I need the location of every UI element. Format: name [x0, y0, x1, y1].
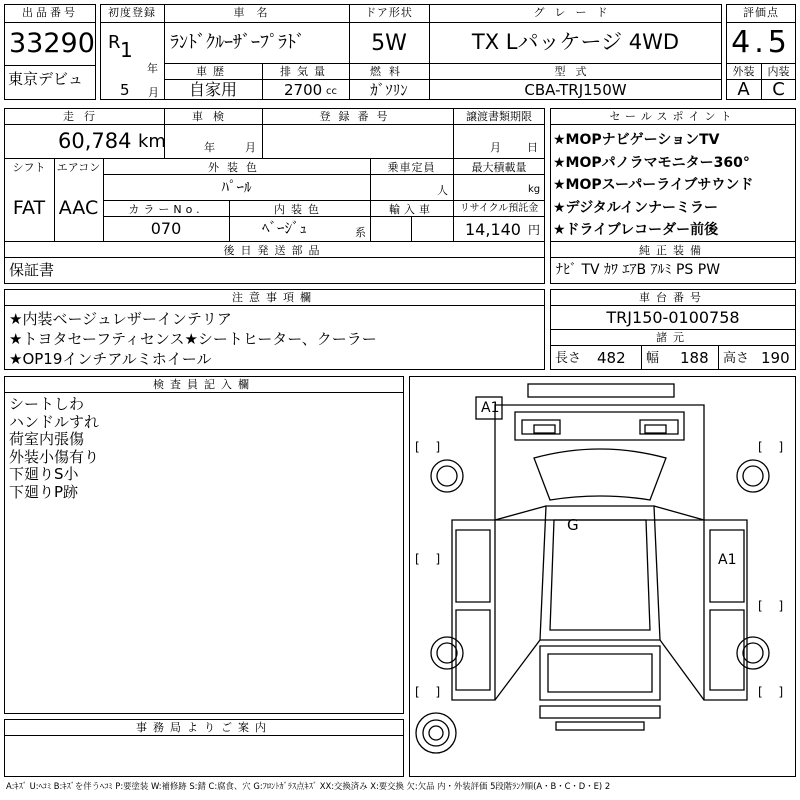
bracket-6: [ ] — [758, 685, 790, 699]
mileage-unit: km — [138, 131, 166, 152]
fuel: ｶﾞｿﾘﾝ — [370, 81, 408, 99]
era-year: 1 — [120, 38, 133, 62]
score-label: 評価点 — [743, 6, 779, 19]
sales-point-item: ★MOPパノラマモニター360° — [553, 154, 750, 171]
load-label: 最大積載量 — [471, 161, 527, 174]
displacement-unit: cc — [326, 86, 337, 97]
model-label: 型式 — [554, 65, 597, 78]
car-diagram — [409, 376, 796, 777]
note-line: ★トヨタセーフティセンス★シートヒーター、クーラー — [9, 330, 377, 348]
int-color-unit: 系 — [355, 226, 366, 239]
capacity-unit: 人 — [437, 184, 448, 197]
note-line: ★内装ベージュレザーインテリア — [9, 310, 232, 328]
inspector-note: 下廻りS小 — [9, 465, 79, 483]
equipment-label: 純正装備 — [639, 244, 707, 257]
office-label: 事務局よりご案内 — [136, 721, 272, 734]
sales-point-item: ★MOPナビゲーションTV — [553, 132, 720, 148]
sales-points-label: セールスポイント — [609, 110, 737, 123]
bracket-1: [ ] — [415, 440, 447, 454]
chassis-no: TRJ150-0100758 — [606, 308, 740, 327]
equipment: ﾅﾋﾞ TV ｶﾜ ｴｱB ｱﾙﾐ PS PW — [556, 262, 721, 278]
car-name-label: 車名 — [233, 6, 280, 19]
grade-label: グレード — [533, 6, 618, 19]
bracket-2: [ ] — [758, 440, 790, 454]
interior-label: 内装 — [767, 65, 790, 78]
month: 5 — [120, 81, 130, 99]
recycle-unit: 円 — [528, 223, 541, 237]
venue: 東京デビュ — [8, 70, 84, 88]
bracket-4: [ ] — [758, 599, 790, 613]
year-unit: 年 — [147, 62, 158, 75]
fuel-label: 燃料 — [370, 65, 408, 78]
height-label: 高さ — [723, 351, 750, 366]
inspector-note: シートしわ — [9, 395, 85, 413]
width-label: 幅 — [646, 351, 660, 366]
note-line: ★OP19インチアルミホイール — [9, 350, 212, 368]
dims-label: 諸元 — [656, 331, 690, 344]
sales-point-item: ★ドライブレコーダー前後 — [553, 222, 719, 238]
bracket-5: [ ] — [415, 685, 447, 699]
legend: A:ｷｽﾞ U:ﾍｺﾐ B:ｷｽﾞを伴うﾍｺﾐ P:要塗装 W:補修跡 S:錆 C:腐食、穴 G:ﾌﾛﾝﾄｶﾞﾗｽ点ｷｽﾞ XX:交換済み X:要交換 欠:欠品 内・外装評価 5段階ﾗﾝｸ順(A・B・C・D・E) 2 — [6, 781, 611, 791]
inspector-label: 検査員記入欄 — [153, 378, 255, 391]
color-no: 070 — [150, 219, 182, 238]
lot-no: 33290 — [9, 28, 95, 59]
displacement: 2700 — [284, 81, 323, 99]
inspector-note: 外装小傷有り — [9, 447, 100, 466]
shift-label: シフト — [12, 161, 46, 174]
door: 5W — [371, 31, 407, 56]
reg-no-label: 登録番号 — [319, 110, 396, 123]
inspector-notes — [9, 396, 399, 501]
width: 188 — [680, 349, 709, 367]
sales-point-item: ★デジタルインナーミラー — [553, 199, 719, 216]
aircon-label: エアコン — [56, 161, 101, 174]
damage-mark-front: A1 — [481, 400, 500, 416]
inspector-note: 下廻りP跡 — [9, 482, 79, 501]
car-name: ﾗﾝﾄﾞｸﾙｰｻﾞｰﾌﾟﾗﾄﾞ — [170, 32, 305, 53]
damage-mark-windshield: G — [567, 516, 579, 534]
era: R — [108, 32, 121, 53]
inspection-month-unit: 月 — [245, 141, 256, 154]
int-color: ﾍﾞｰｼﾞｭ — [262, 219, 308, 237]
color-no-label: カラーNo. — [128, 203, 204, 216]
capacity-label: 乗車定員 — [387, 161, 436, 174]
later-parts-label: 後日発送部品 — [223, 244, 326, 257]
length: 482 — [597, 349, 626, 367]
notes-label: 注意事項欄 — [232, 291, 317, 304]
interior-grade: C — [772, 79, 785, 100]
later-parts: 保証書 — [9, 261, 55, 279]
recycle: 14,140 — [465, 220, 521, 239]
notes-list — [9, 309, 539, 369]
exterior-label: 外装 — [732, 65, 755, 78]
transfer-label: 譲渡書類期限 — [466, 110, 532, 123]
exterior-grade: A — [737, 79, 750, 100]
import-label: 輸入車 — [389, 203, 434, 216]
ext-color: ﾊﾟｰﾙ — [221, 178, 252, 196]
grade: TX Lパッケージ 4WD — [471, 30, 680, 54]
int-color-label: 内装色 — [274, 203, 325, 216]
lot-no-label: 出品番号 — [22, 6, 78, 19]
transfer-day-unit: 日 — [527, 141, 538, 154]
length-label: 長さ — [555, 351, 582, 366]
sales-points-list — [553, 129, 795, 242]
shift: FAT — [12, 197, 46, 219]
model: CBA-TRJ150W — [524, 81, 627, 99]
sales-point-item: ★MOPスーパーライブサウンド — [553, 177, 754, 193]
bracket-3: [ ] — [415, 552, 447, 566]
score: 4.5 — [731, 25, 791, 60]
chassis-label: 車台番号 — [639, 291, 707, 304]
displacement-label: 排気量 — [280, 65, 331, 78]
ext-color-label: 外装色 — [208, 161, 265, 174]
height: 190 — [761, 349, 790, 367]
month-unit: 月 — [148, 86, 159, 99]
door-label: ドア形状 — [365, 6, 413, 19]
inspector-note: ハンドルすれ — [9, 412, 100, 431]
inspector-note: 荷室内張傷 — [9, 430, 85, 448]
mileage: 60,784 — [58, 129, 132, 153]
mileage-label: 走行 — [63, 110, 105, 123]
aircon: AAC — [58, 197, 99, 219]
history-label: 車歴 — [196, 65, 230, 78]
recycle-label: リサイクル預託金 — [459, 203, 539, 214]
history: 自家用 — [188, 80, 237, 99]
inspection-year-unit: 年 — [204, 141, 215, 154]
first-reg-label: 初度登録 — [108, 6, 156, 19]
load-unit: kg — [528, 184, 541, 195]
inspection-label: 車検 — [192, 110, 234, 123]
transfer-month-unit: 月 — [490, 141, 501, 154]
damage-mark-right: A1 — [718, 552, 737, 568]
